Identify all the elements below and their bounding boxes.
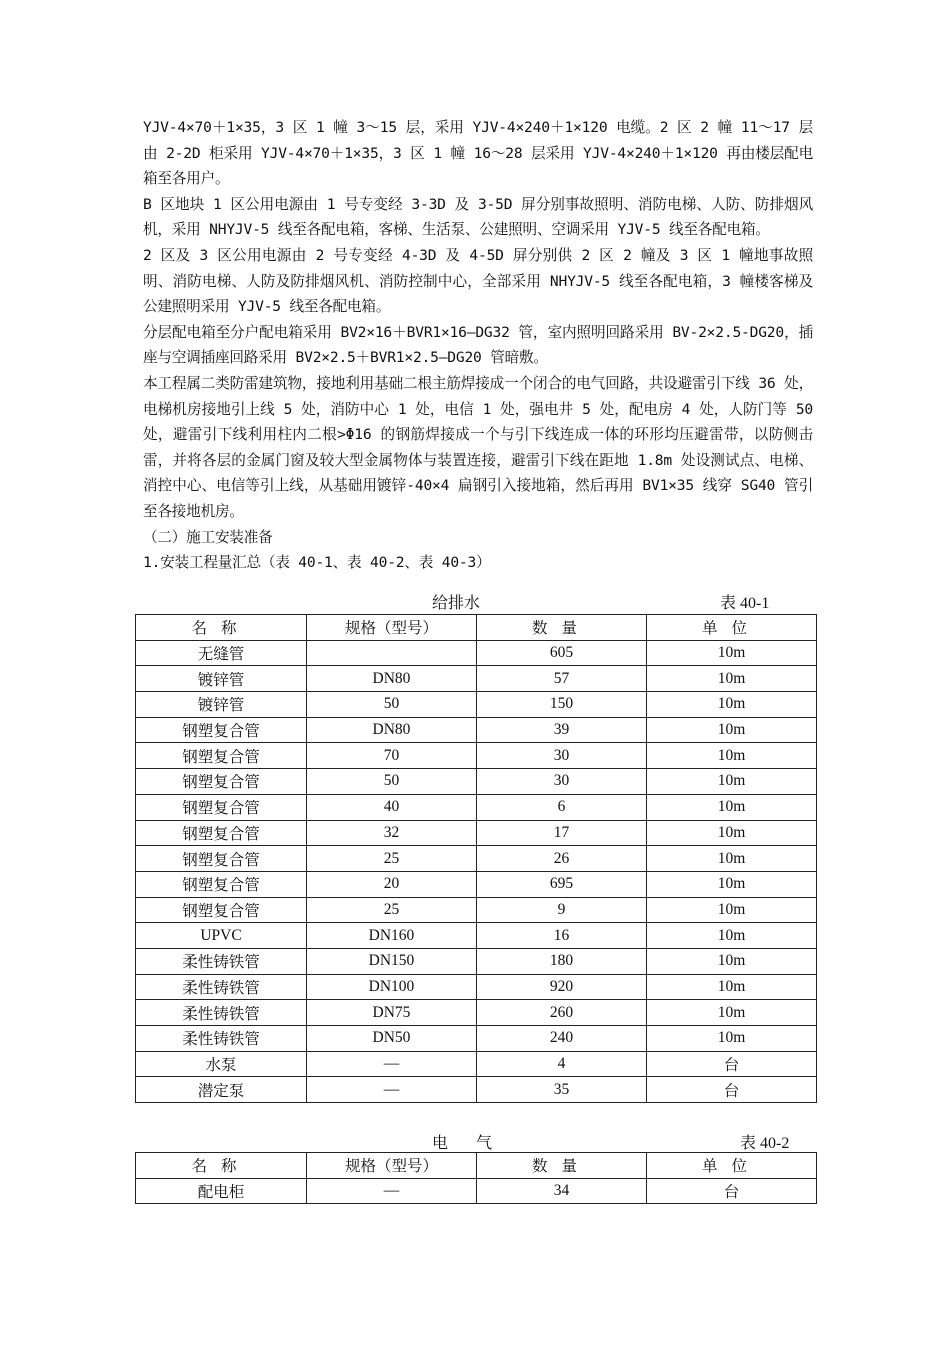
table-row (136, 871, 817, 897)
cell-spec: — (307, 1077, 477, 1103)
cell-quantity: 240 (477, 1026, 647, 1052)
table-row (136, 743, 817, 769)
subheading: 1.安装工程量汇总（表 40-1、表 40-2、表 40-3） (143, 554, 491, 572)
cell-name: 柔性铸铁管 (136, 948, 307, 974)
table-row (136, 974, 817, 1000)
cell-unit: 10m (647, 948, 817, 974)
cell-unit: 10m (647, 666, 817, 692)
cell-name: 无缝管 (136, 640, 307, 666)
cell-unit: 10m (647, 897, 817, 923)
table1-number: 表 40-1 (720, 595, 770, 612)
table-row (136, 692, 817, 718)
table-row (136, 1077, 817, 1103)
cell-quantity: 150 (477, 692, 647, 718)
cell-name: 钢塑复合管 (136, 897, 307, 923)
cell-spec: DN80 (307, 717, 477, 743)
cell-quantity: 30 (477, 743, 647, 769)
cell-spec: 40 (307, 794, 477, 820)
cell-quantity: 605 (477, 640, 647, 666)
cell-spec: — (307, 1178, 477, 1204)
cell-spec: DN100 (307, 974, 477, 1000)
paragraph-1: YJV-4×70＋1×35，3 区 1 幢 3～15 层，采用 YJV-4×240＋1×120 电缆。2 区 2 幢 11～17 层由 2-2D 柜采用 YJV-4×70＋1×35，3 区 1 幢 16～28 层采用 YJV-4×240＋1×120 再由楼层配电箱至各用户。 (143, 119, 813, 188)
table-row (136, 846, 817, 872)
cell-name: 水泵 (136, 1051, 307, 1077)
cell-unit: 台 (647, 1178, 817, 1204)
cell-name: 柔性铸铁管 (136, 1000, 307, 1026)
table-row (136, 948, 817, 974)
cell-name: 钢塑复合管 (136, 846, 307, 872)
cell-unit: 10m (647, 692, 817, 718)
cell-name: 钢塑复合管 (136, 794, 307, 820)
header-name: 名称 (136, 1153, 307, 1179)
cell-quantity: 57 (477, 666, 647, 692)
header-quantity: 数量 (477, 615, 647, 641)
cell-spec: 50 (307, 769, 477, 795)
cell-spec: DN160 (307, 923, 477, 949)
cell-spec: 50 (307, 692, 477, 718)
table-row (136, 1178, 817, 1204)
cell-quantity: 35 (477, 1077, 647, 1103)
table2-number: 表 40-2 (740, 1135, 790, 1152)
table-row (136, 666, 817, 692)
cell-unit: 10m (647, 871, 817, 897)
cell-quantity: 9 (477, 897, 647, 923)
cell-quantity: 30 (477, 769, 647, 795)
cell-name: 柔性铸铁管 (136, 1026, 307, 1052)
cell-quantity: 695 (477, 871, 647, 897)
cell-spec: 32 (307, 820, 477, 846)
cell-unit: 10m (647, 846, 817, 872)
cell-quantity: 39 (477, 717, 647, 743)
cell-unit: 台 (647, 1051, 817, 1077)
header-name: 名称 (136, 615, 307, 641)
cell-quantity: 920 (477, 974, 647, 1000)
cell-unit: 10m (647, 769, 817, 795)
section-heading: （二）施工安装准备 (143, 528, 273, 546)
cell-quantity: 17 (477, 820, 647, 846)
header-spec: 规格（型号） (307, 615, 477, 641)
cell-name: 柔性铸铁管 (136, 974, 307, 1000)
cell-unit: 10m (647, 923, 817, 949)
cell-quantity: 180 (477, 948, 647, 974)
table2-caption (135, 1130, 815, 1152)
cell-quantity: 260 (477, 1000, 647, 1026)
cell-spec: DN50 (307, 1026, 477, 1052)
cell-spec: 70 (307, 743, 477, 769)
cell-quantity: 4 (477, 1051, 647, 1077)
cell-unit: 10m (647, 794, 817, 820)
cell-unit: 10m (647, 717, 817, 743)
table-row (136, 769, 817, 795)
header-spec: 规格（型号） (307, 1153, 477, 1179)
cell-name: 配电柜 (136, 1178, 307, 1204)
cell-unit: 10m (647, 1026, 817, 1052)
cell-spec: DN80 (307, 666, 477, 692)
cell-name: 潜定泵 (136, 1077, 307, 1103)
cell-spec: 20 (307, 871, 477, 897)
cell-spec: DN75 (307, 1000, 477, 1026)
cell-spec (307, 640, 477, 666)
cell-spec: — (307, 1051, 477, 1077)
cell-quantity: 26 (477, 846, 647, 872)
cell-unit: 10m (647, 820, 817, 846)
cell-unit: 台 (647, 1077, 817, 1103)
cell-name: 镀锌管 (136, 692, 307, 718)
table1-caption (135, 590, 815, 612)
cell-name: 钢塑复合管 (136, 820, 307, 846)
table1 (135, 614, 817, 1103)
cell-name: 钢塑复合管 (136, 743, 307, 769)
cell-unit: 10m (647, 974, 817, 1000)
table-row (136, 1026, 817, 1052)
cell-unit: 10m (647, 640, 817, 666)
table-row (136, 1000, 817, 1026)
header-unit: 单位 (647, 1153, 817, 1179)
table-row (136, 717, 817, 743)
table1-title: 给排水 (432, 595, 481, 612)
table-row (136, 640, 817, 666)
paragraph-5: 本工程属二类防雷建筑物，接地利用基础二根主筋焊接成一个闭合的电气回路，共设避雷引下线 36 处，电梯机房接地引上线 5 处，消防中心 1 处，电信 1 处，强电井 5 处，配电房 4 处，人防门等 50 处，避雷引下线利用柱内二根>Φ16 的钢筋焊接成一个与引下线连成一体的环形均压避雷带，以防侧击雷，并将各层的金属门窗及较大型金属物体与装置连接，避雷引下线在距地 1.8m 处设测试点、电梯、消控中心、电信等引上线，从基础用镀锌-40×4 扁钢引入接地箱，然后再用 BV1×35 线穿 SG40 管引至各接地机房。 (143, 374, 813, 520)
body-text (143, 115, 813, 576)
cell-spec: DN150 (307, 948, 477, 974)
table-row (136, 1051, 817, 1077)
cell-unit: 10m (647, 1000, 817, 1026)
paragraph-4: 分层配电箱至分户配电箱采用 BV2×16＋BVR1×16—DG32 管，室内照明回路采用 BV-2×2.5-DG20，插座与空调插座回路采用 BV2×2.5＋BVR1×2.5—DG20 管暗敷。 (143, 323, 813, 367)
table-header-row (136, 1153, 817, 1179)
table-row (136, 923, 817, 949)
cell-name: 钢塑复合管 (136, 871, 307, 897)
cell-spec: 25 (307, 846, 477, 872)
cell-name: 钢塑复合管 (136, 717, 307, 743)
table-row (136, 820, 817, 846)
cell-quantity: 34 (477, 1178, 647, 1204)
table-row (136, 794, 817, 820)
paragraph-3: 2 区及 3 区公用电源由 2 号专变经 4-3D 及 4-5D 屏分别供 2 区 2 幢及 3 区 1 幢地事故照明、消防电梯、人防及防排烟风机、消防控制中心，全部采用 NHYJV-5 线至各配电箱，3 幢楼客梯及公建照明采用 YJV-5 线至各配电箱。 (143, 246, 813, 316)
cell-quantity: 16 (477, 923, 647, 949)
cell-quantity: 6 (477, 794, 647, 820)
cell-name: 镀锌管 (136, 666, 307, 692)
cell-name: 钢塑复合管 (136, 769, 307, 795)
cell-unit: 10m (647, 743, 817, 769)
cell-spec: 25 (307, 897, 477, 923)
paragraph-2: B 区地块 1 区公用电源由 1 号专变经 3-3D 及 3-5D 屏分别事故照明、消防电梯、人防、防排烟风机，采用 NHYJV-5 线至各配电箱，客梯、生活泵、公建照明、空调采用 YJV-5 线至各配电箱。 (143, 195, 813, 239)
table2 (135, 1152, 817, 1204)
header-unit: 单位 (647, 615, 817, 641)
table-header-row (136, 615, 817, 641)
cell-name: UPVC (136, 923, 307, 949)
header-quantity: 数量 (477, 1153, 647, 1179)
table-row (136, 897, 817, 923)
table2-title: 电 气 (432, 1135, 505, 1152)
